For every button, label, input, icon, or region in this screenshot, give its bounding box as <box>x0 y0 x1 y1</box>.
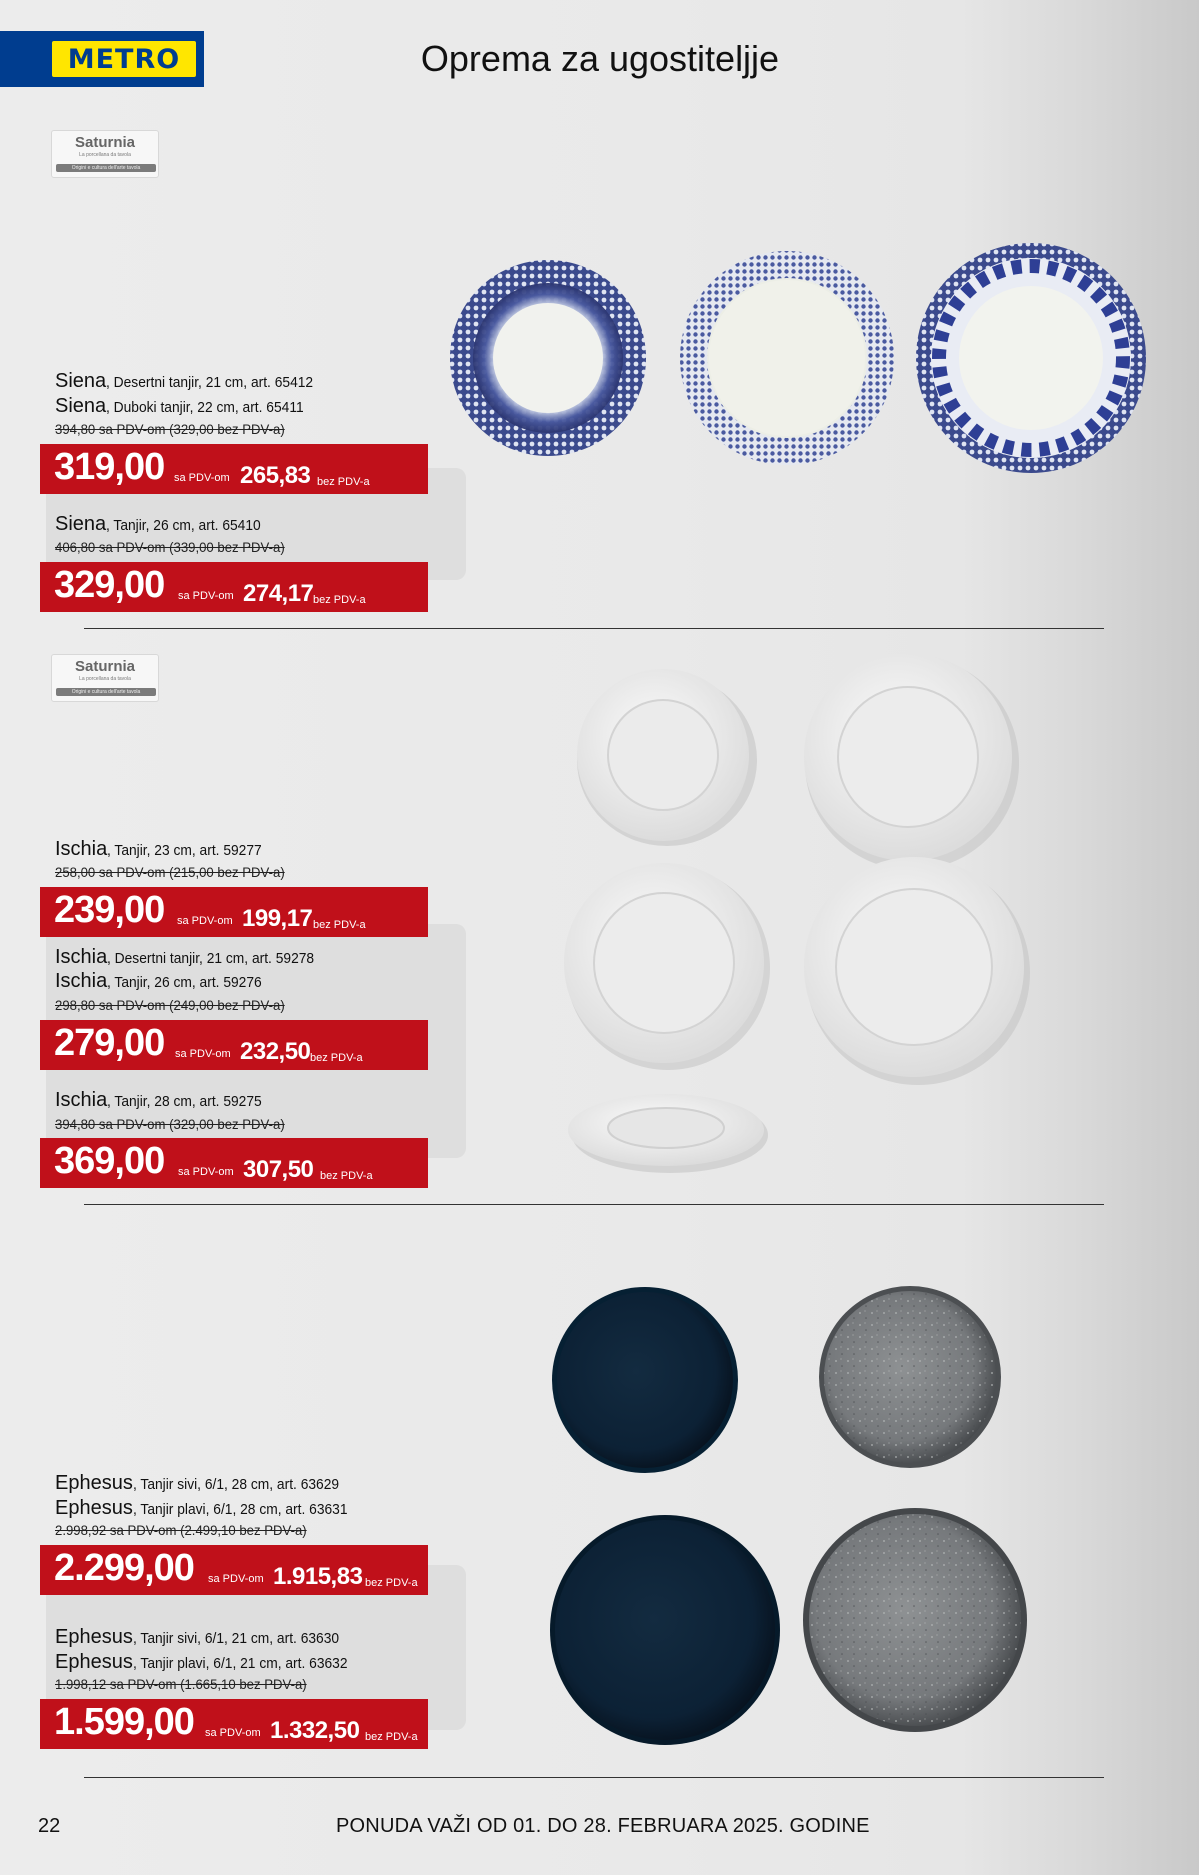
page-title: Oprema za ugostiteljje <box>420 38 780 79</box>
product-name: Siena <box>55 395 107 417</box>
brand-name: Saturnia <box>74 658 135 675</box>
price-gross: 329,00 <box>54 564 165 606</box>
product-name: Ephesus <box>55 1651 133 1673</box>
price-gross-label: sa PDV-om <box>178 590 234 602</box>
price-bar <box>40 887 428 937</box>
price-net-label: bez PDV-a <box>365 1577 418 1589</box>
metro-logo <box>0 31 204 87</box>
product-name: Ephesus <box>55 1626 133 1648</box>
product-line <box>55 395 321 418</box>
product-desc: , Desertni tanjir, 21 cm, art. 65412 <box>106 374 314 391</box>
section-divider <box>84 1204 1104 1205</box>
brand-name: Saturnia <box>74 134 135 151</box>
saturnia-logo <box>51 654 159 702</box>
offer-validity: PONUDA VAŽI OD 01. DO 28. FEBRUARA 2025. GODINE <box>336 1815 870 1837</box>
price-net: 1.915,83 <box>273 1563 363 1590</box>
product-desc: , Tanjir, 23 cm, art. 59277 <box>107 842 262 859</box>
price-net-label: bez PDV-a <box>320 1170 373 1182</box>
product-line <box>55 946 332 969</box>
product-name: Siena <box>55 513 107 535</box>
product-line <box>55 1626 357 1649</box>
price-gross: 2.299,00 <box>54 1547 194 1589</box>
price-net-label: bez PDV-a <box>365 1731 418 1743</box>
section-divider <box>84 1777 1104 1778</box>
price-gross: 319,00 <box>54 446 165 488</box>
price-gross-label: sa PDV-om <box>174 472 230 484</box>
product-desc: , Tanjir plavi, 6/1, 21 cm, art. 63632 <box>132 1655 348 1672</box>
price-gross: 369,00 <box>54 1140 165 1182</box>
product-desc: , Tanjir sivi, 6/1, 21 cm, art. 63630 <box>132 1630 339 1647</box>
brand-tagline: La porcellana da tavola <box>79 152 131 158</box>
price-bar <box>40 1138 428 1188</box>
price-net-label: bez PDV-a <box>317 476 370 488</box>
product-name: Ischia <box>55 1089 108 1111</box>
product-name: Ephesus <box>55 1497 133 1519</box>
product-line <box>55 1651 366 1674</box>
product-name: Ischia <box>55 838 108 860</box>
metro-logo-text: METRO <box>67 43 181 75</box>
product-line <box>55 1497 366 1520</box>
old-price: 406,80 sa PDV-om (339,00 bez PDV-a) <box>55 539 285 555</box>
product-desc: , Duboki tanjir, 22 cm, art. 65411 <box>106 399 304 416</box>
price-net: 265,83 <box>240 462 311 489</box>
price-bar <box>40 562 428 612</box>
old-price: 394,80 sa PDV-om (329,00 bez PDV-a) <box>55 1116 285 1132</box>
product-line <box>55 970 275 993</box>
old-price: 1.998,12 sa PDV-om (1.665,10 bez PDV-a) <box>55 1676 307 1692</box>
product-name: Ischia <box>55 946 108 968</box>
product-desc: , Tanjir, 28 cm, art. 59275 <box>107 1093 262 1110</box>
product-line <box>55 370 331 393</box>
price-gross-label: sa PDV-om <box>205 1727 261 1739</box>
old-price: 2.998,92 sa PDV-om (2.499,10 bez PDV-a) <box>55 1522 307 1538</box>
ischia-plates-image <box>560 650 1040 1190</box>
price-gross-label: sa PDV-om <box>208 1573 264 1585</box>
price-bar <box>40 1545 428 1595</box>
metro-logo-badge <box>52 41 196 77</box>
product-line <box>55 1089 275 1112</box>
product-line <box>55 838 275 861</box>
price-bar <box>40 1699 428 1749</box>
price-net: 199,17 <box>242 905 313 932</box>
page-number: 22 <box>38 1815 61 1837</box>
price-net-label: bez PDV-a <box>310 1052 363 1064</box>
price-net: 1.332,50 <box>270 1717 360 1744</box>
product-line <box>55 1472 357 1495</box>
siena-plates-image <box>440 240 1160 490</box>
price-net: 232,50 <box>240 1038 311 1065</box>
product-desc: , Tanjir plavi, 6/1, 28 cm, art. 63631 <box>132 1501 348 1518</box>
product-line <box>55 513 274 536</box>
product-desc: , Tanjir, 26 cm, art. 65410 <box>106 517 261 534</box>
product-name: Ephesus <box>55 1472 133 1494</box>
price-gross-label: sa PDV-om <box>178 1166 234 1178</box>
product-desc: , Tanjir sivi, 6/1, 28 cm, art. 63629 <box>132 1476 339 1493</box>
product-desc: , Tanjir, 26 cm, art. 59276 <box>107 974 262 991</box>
old-price: 258,00 sa PDV-om (215,00 bez PDV-a) <box>55 864 285 880</box>
price-net-label: bez PDV-a <box>313 594 366 606</box>
price-gross: 239,00 <box>54 889 165 931</box>
brand-tagline: La porcellana da tavola <box>79 676 131 682</box>
price-bar <box>40 1020 428 1070</box>
price-bar <box>40 444 428 494</box>
price-gross: 279,00 <box>54 1022 165 1064</box>
price-gross-label: sa PDV-om <box>175 1048 231 1060</box>
old-price: 394,80 sa PDV-om (329,00 bez PDV-a) <box>55 421 285 437</box>
price-net: 307,50 <box>243 1156 314 1183</box>
brand-strip: Origini e cultura dell'arte tavola <box>56 164 156 172</box>
product-name: Siena <box>55 370 107 392</box>
product-desc: , Desertni tanjir, 21 cm, art. 59278 <box>107 950 315 967</box>
price-gross: 1.599,00 <box>54 1701 194 1743</box>
brand-strip: Origini e cultura dell'arte tavola <box>56 688 156 696</box>
price-net-label: bez PDV-a <box>313 919 366 931</box>
ephesus-plates-image <box>545 1285 1045 1755</box>
old-price: 298,80 sa PDV-om (249,00 bez PDV-a) <box>55 997 285 1013</box>
price-net: 274,17 <box>243 580 314 607</box>
section-divider <box>84 628 1104 629</box>
saturnia-logo <box>51 130 159 178</box>
product-name: Ischia <box>55 970 108 992</box>
price-gross-label: sa PDV-om <box>177 915 233 927</box>
